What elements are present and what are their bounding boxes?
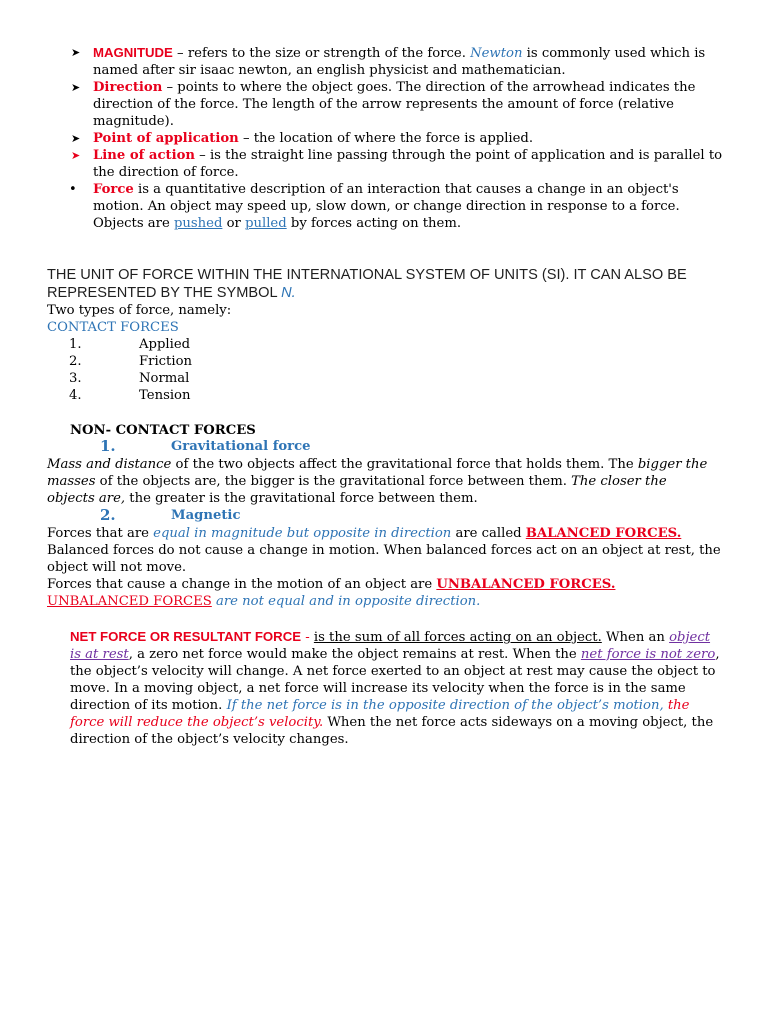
arrow-bullet-icon: ➤ [71,46,81,59]
unbalanced-forces-paragraph: Forces that cause a change in the motion of an object are UNBALANCED FORCES. [47,577,616,592]
contact-forces-list [69,336,369,404]
term-line-of-action: Line of action [93,148,195,163]
balanced-forces-paragraph: Forces that are equal in magnitude but opposite in direction are called BALANCED FORCES. Balanced forces do not cause a change in motion. When balanced forces act on an object at rest, the object will not move. [47,526,721,575]
list-item: 3. Normal [69,371,190,386]
arrow-bullet-icon: ➤ [71,132,81,145]
contact-forces-heading: CONTACT FORCES [47,320,179,335]
gravitational-heading: 1. Gravitational force [100,437,311,455]
gravitational-paragraph: Mass and distance of the two objects affect the gravitational force that holds them. The bigger the masses of the objects are, the bigger is the gravitational force between them. The closer the objects are, the greater is the gravitational force between them. [47,457,708,506]
link-pushed[interactable]: pushed [173,216,223,231]
definition-bullets [69,44,723,232]
bullet-magnitude: ➤ MAGNITUDE – refers to the size or strength of the force. Newton is commonly used which is named after sir isaac newton, an english physicist and mathematician. [71,45,706,78]
bullet-force: • Force is a quantitative description of an interaction that causes a change in an object's motion. An object may speed up, slow down, or change direction in response to a force. Objects are pushed or pulled by forces acting on them. [69,182,680,231]
newton-term: Newton [470,46,523,61]
link-net-force-not-zero[interactable]: net force is not zero [580,647,716,662]
link-object-at-rest[interactable]: object is at rest [70,630,711,662]
list-item: 2. Friction [69,354,193,369]
term-point-of-application: Point of application [93,131,239,146]
unbalanced-forces-note: UNBALANCED FORCES are not equal and in opposite direction. [47,594,481,609]
term-unbalanced-forces: UNBALANCED FORCES. [436,577,616,592]
si-unit-statement: THE UNIT OF FORCE WITHIN THE INTERNATIONAL SYSTEM OF UNITS (SI). IT CAN ALSO BE REPRESENTED BY THE SYMBOL N. [47,267,687,301]
link-pulled[interactable]: pulled [245,216,287,231]
list-item: 4. Tension [69,388,191,403]
bullet-point-of-application: ➤ Point of application – the location of where the force is applied. [71,131,534,146]
list-item: 1. Applied [69,337,191,352]
types-intro: Two types of force, namely: [47,303,232,318]
dot-bullet-icon: • [69,182,77,197]
term-net-force: NET FORCE OR RESULTANT FORCE [70,629,302,644]
bullet-line-of-action: ➤ Line of action – is the straight line passing through the point of application and is parallel to the direction of force. [71,148,723,180]
bullet-direction: ➤ Direction – points to where the object goes. The direction of the arrowhead indicates the direction of the force. The length of the arrow represents the amount of force (relative magnitude). [71,80,696,129]
arrow-bullet-icon: ➤ [71,149,81,162]
term-magnitude: MAGNITUDE [93,45,173,60]
magnetic-heading: 2. Magnetic [100,506,241,524]
symbol-n: N. [281,285,296,301]
term-balanced-forces: BALANCED FORCES. [525,526,682,541]
arrow-bullet-icon: ➤ [71,81,81,94]
term-force: Force [93,182,134,197]
non-contact-forces-heading: NON- CONTACT FORCES [70,423,256,438]
term-direction: Direction [93,80,163,95]
net-force-paragraph: NET FORCE OR RESULTANT FORCE - is the sum of all forces acting on an object. When an object is at rest, a zero net force would make the object remains at rest. When the net force is not zero, the object’s velocity will change. A net force exerted to an object at rest may cause the object to move. In a moving object, a net force will increase its velocity when the force is in the same direction of its motion. If the net force is in the opposite direction of the object’s motion, the force will reduce the object’s velocity. When the net force acts sideways on a moving object, the direction of the object’s velocity changes. [70,629,720,747]
